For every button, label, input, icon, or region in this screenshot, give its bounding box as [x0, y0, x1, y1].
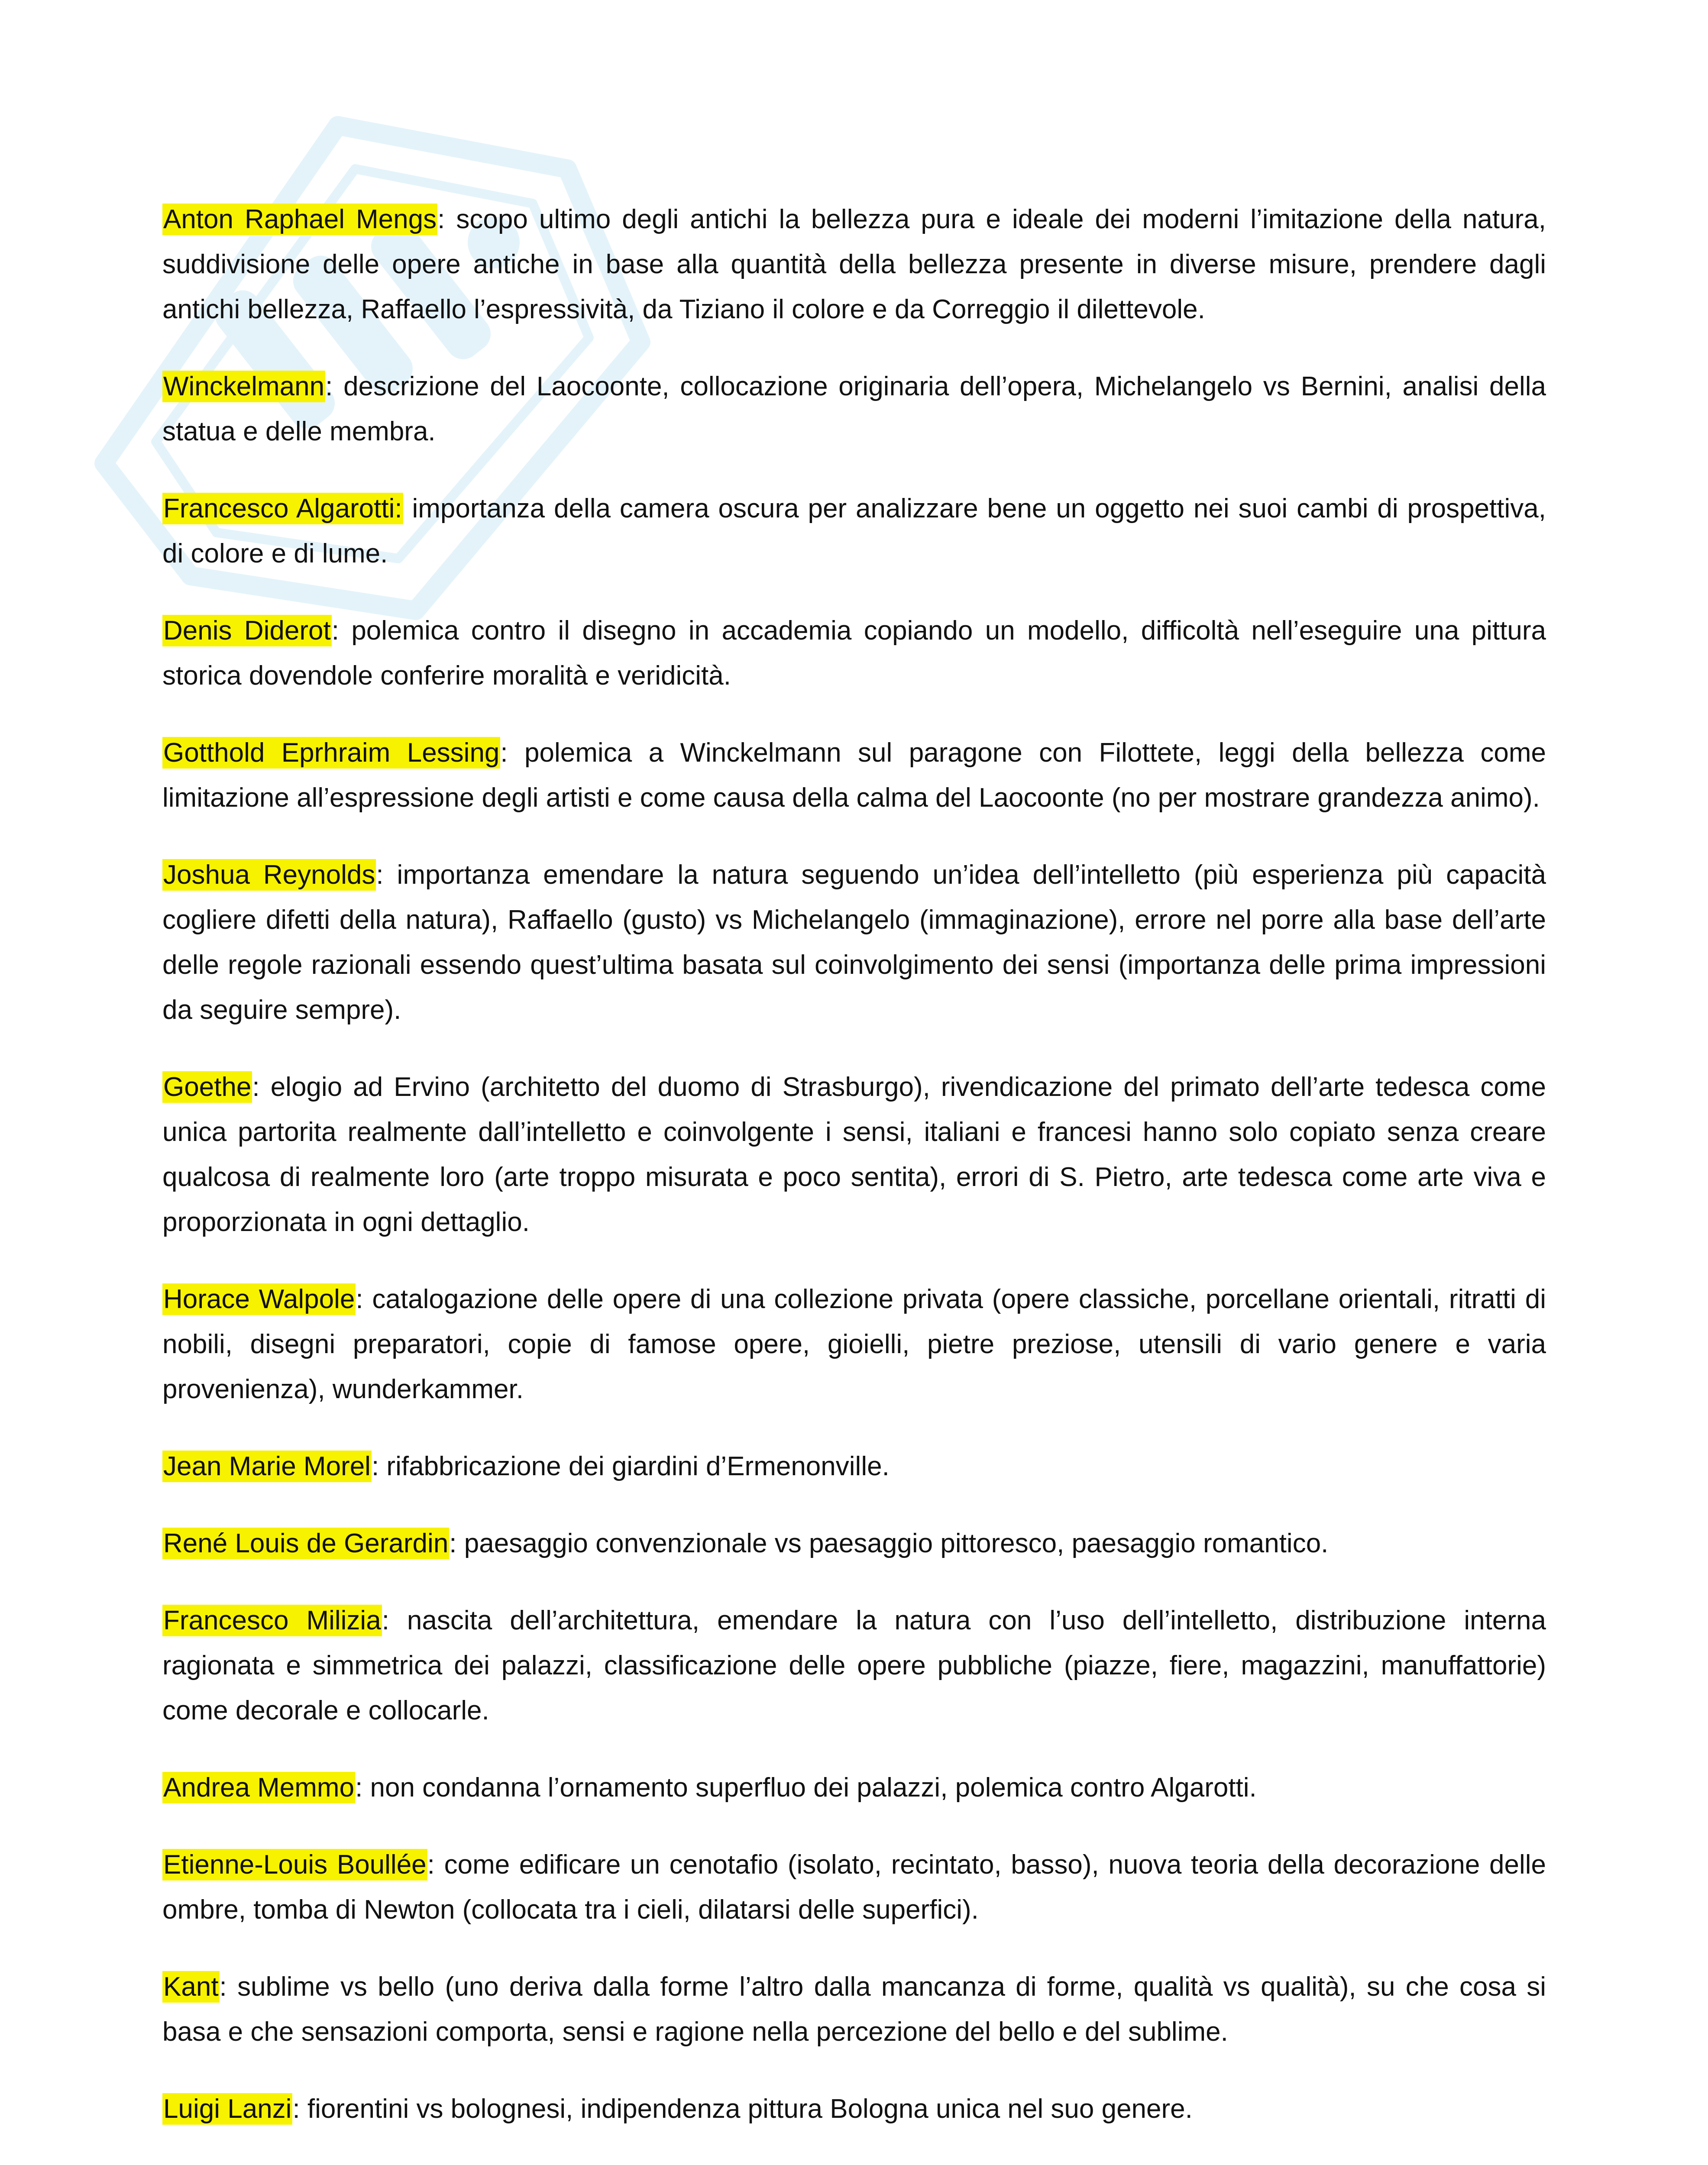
entry-name: Joshua Reynolds [163, 860, 375, 890]
entry-lessing [162, 730, 1546, 821]
entry-text: : descrizione del Laocoonte, collocazione originaria dell’opera, Michelangelo vs Bernini, analisi della statua e delle membra. [162, 372, 1546, 446]
entry-text: : importanza emendare la natura seguendo un’idea dell’intelletto (più esperienza più capacità cogliere difetti della natura), Raffaello (gusto) vs Michelangelo (immaginazione), errore nel porre alla base dell’arte delle regole razionali essendo quest’ultima basata sul coinvolgimento dei sensi (importanza delle prima impressioni da seguire sempre). [162, 860, 1546, 1025]
entry-text: : scopo ultimo degli antichi la bellezza pura e ideale dei moderni l’imitazione della natura, suddivisione delle opere antiche in base alla quantità della bellezza presente in diverse misure, prendere dagli antichi bellezza, Raffaello l’espressività, da Tiziano il colore e da Correggio il dilettevole. [162, 204, 1546, 324]
entry-name: Gotthold Eprhraim Lessing [163, 738, 500, 768]
entry-name: Goethe [163, 1072, 252, 1102]
entry-text: : non condanna l’ornamento superfluo dei palazzi, polemica contro Algarotti. [355, 1773, 1257, 1803]
entry-name: René Louis de Gerardin [163, 1528, 449, 1558]
entry-lanzi [162, 2087, 1546, 2132]
entry-memmo [162, 1765, 1546, 1810]
entry-name: Kant [163, 1972, 219, 2002]
entry-morel [162, 1444, 1546, 1489]
entry-name: Denis Diderot [163, 616, 331, 646]
entry-text: : come edificare un cenotafio (isolato, recintato, basso), nuova teoria della decorazione delle ombre, tomba di Newton (collocata tra i cieli, dilatarsi delle superfici). [162, 1850, 1546, 1925]
entry-name: Jean Marie Morel [163, 1451, 371, 1481]
entry-text: : polemica a Winckelmann sul paragone con Filottete, leggi della bellezza come limitazione all’espressione degli artisti e come causa della calma del Laocoonte (no per mostrare grandezza animo). [162, 738, 1546, 813]
entry-text: importanza della camera oscura per analizzare bene un oggetto nei suoi cambi di prospettiva, di colore e di lume. [162, 494, 1546, 569]
entry-name: Winckelmann [163, 372, 325, 401]
entry-name: Anton Raphael Mengs [163, 204, 437, 234]
entry-diderot [162, 608, 1546, 698]
entry-name: Luigi Lanzi [163, 2094, 292, 2124]
entry-algarotti [162, 486, 1546, 576]
entry-boullee [162, 1842, 1546, 1932]
entry-milizia [162, 1598, 1546, 1733]
entry-name: Francesco Milizia [163, 1606, 381, 1635]
entry-text: : paesaggio convenzionale vs paesaggio pittoresco, paesaggio romantico. [449, 1528, 1329, 1558]
notes-document [162, 197, 1546, 2165]
entry-text: : nascita dell’architettura, emendare la natura con l’uso dell’intelletto, distribuzione interna ragionata e simmetrica dei palazzi, classificazione delle opere pubbliche (piazze, fiere, magazzini, manuffattorie) come decorale e collocarle. [162, 1606, 1546, 1726]
entry-mengs [162, 197, 1546, 332]
entry-kant [162, 1965, 1546, 2055]
entry-text: : rifabbricazione dei giardini d’Ermenonville. [371, 1451, 890, 1481]
entry-name: Horace Walpole [163, 1284, 355, 1314]
entry-gerardin [162, 1521, 1546, 1566]
entry-name: Etienne-Louis Boullée [163, 1850, 427, 1880]
entry-winckelmann [162, 364, 1546, 454]
entry-text: : polemica contro il disegno in accademia copiando un modello, difficoltà nell’eseguire una pittura storica dovendole conferire moralità e veridicità. [162, 616, 1546, 691]
entry-text: : fiorentini vs bolognesi, indipendenza pittura Bologna unica nel suo genere. [292, 2094, 1193, 2124]
entry-reynolds [162, 853, 1546, 1033]
entry-text: : sublime vs bello (uno deriva dalla forme l’altro dalla mancanza di forme, qualità vs qualità), su che cosa si basa e che sensazioni comporta, sensi e ragione nella percezione del bello e del sublime. [162, 1972, 1546, 2047]
entry-text: : elogio ad Ervino (architetto del duomo di Strasburgo), rivendicazione del primato dell’arte tedesca come unica partorita realmente dall’intelletto e coinvolgente i sensi, italiani e francesi hanno solo copiato senza creare qualcosa di realmente loro (arte troppo misurata e poco sentita), errori di S. Pietro, arte tedesca come arte viva e proporzionata in ogni dettaglio. [162, 1072, 1546, 1237]
entry-text: : catalogazione delle opere di una collezione privata (opere classiche, porcellane orientali, ritratti di nobili, disegni preparatori, copie di famose opere, gioielli, pietre preziose, utensili di vario genere e varia provenienza), wunderkammer. [162, 1284, 1546, 1404]
entry-goethe [162, 1065, 1546, 1245]
entry-walpole [162, 1277, 1546, 1412]
entry-name: Andrea Memmo [163, 1773, 355, 1803]
entry-name: Francesco Algarotti: [163, 494, 402, 523]
